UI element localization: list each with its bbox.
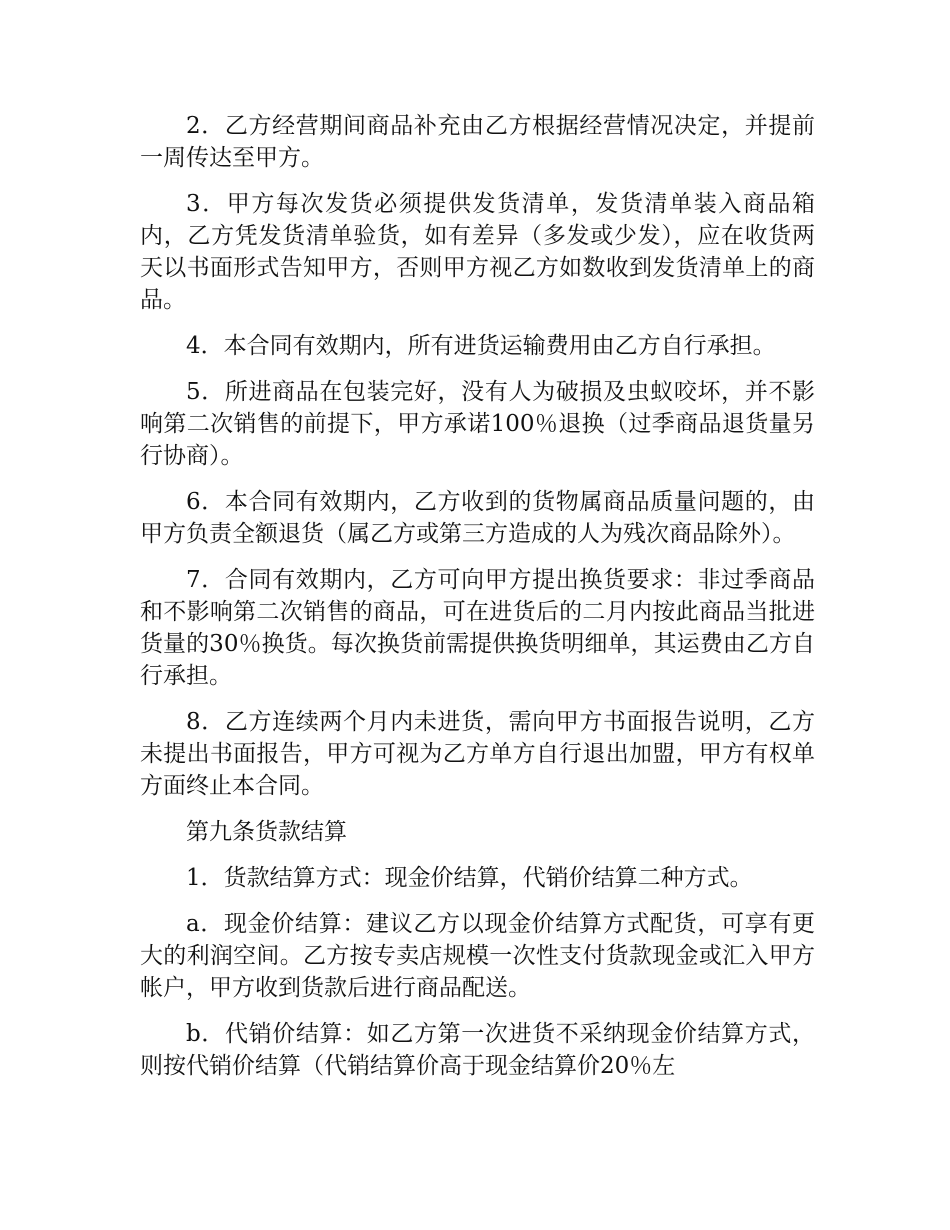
paragraph-consignment-settlement: b．代销价结算：如乙方第一次进货不采纳现金价结算方式，则按代销价结算（代销结算价高于现金结算价20％左	[140, 1021, 815, 1079]
paragraph-clause-2: 2．乙方经营期间商品补充由乙方根据经营情况决定，并提前一周传达至甲方。	[140, 113, 815, 171]
paragraph-payment-method: 1．货款结算方式：现金价结算，代销价结算二种方式。	[186, 865, 753, 891]
paragraph-cash-settlement: a．现金价结算：建议乙方以现金价结算方式配货，可享有更大的利润空间。乙方按专卖店规模一次性支付货款现金或汇入甲方帐户，甲方收到货款后进行商品配送。	[140, 911, 815, 1001]
paragraph-clause-8: 8．乙方连续两个月内未进货，需向甲方书面报告说明，乙方未提出书面报告，甲方可视为乙方单方自行退出加盟，甲方有权单方面终止本合同。	[140, 709, 815, 799]
paragraph-clause-4: 4．本合同有效期内，所有进货运输费用由乙方自行承担。	[186, 333, 776, 359]
document-body	[140, 110, 815, 1096]
section-heading-article-9: 第九条货款结算	[186, 819, 347, 845]
paragraph-clause-6: 6．本合同有效期内，乙方收到的货物属商品质量问题的，由甲方负责全额退货（属乙方或第三方造成的人为残次商品除外）。	[140, 489, 815, 547]
paragraph-clause-5: 5．所进商品在包装完好，没有人为破损及虫蚁咬坏，并不影响第二次销售的前提下，甲方承诺100％退换（过季商品退货量另行协商）。	[140, 379, 815, 469]
paragraph-clause-3: 3．甲方每次发货必须提供发货清单，发货清单装入商品箱内，乙方凭发货清单验货，如有差异（多发或少发），应在收货两天以书面形式告知甲方，否则甲方视乙方如数收到发货清单上的商品。	[140, 191, 815, 313]
paragraph-clause-7: 7．合同有效期内，乙方可向甲方提出换货要求：非过季商品和不影响第二次销售的商品，可在进货后的二月内按此商品当批进货量的30％换货。每次换货前需提供换货明细单，其运费由乙方自行承担。	[140, 567, 815, 689]
